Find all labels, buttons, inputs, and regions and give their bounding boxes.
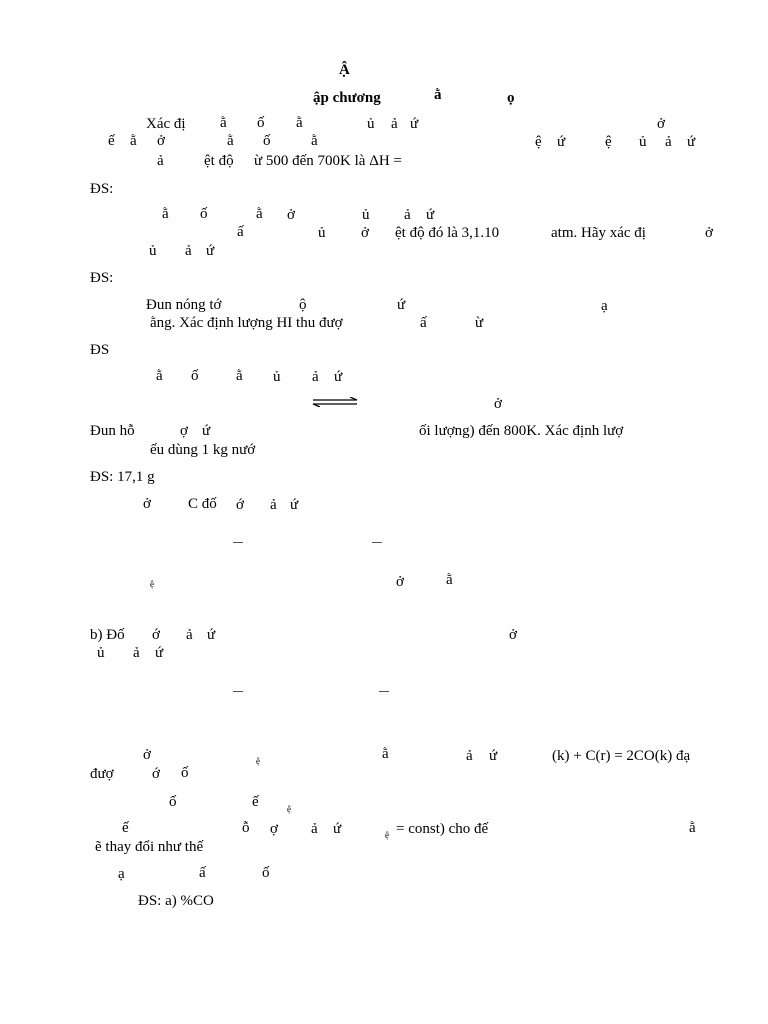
problem-6-text: ả: [186, 627, 193, 643]
problem-2-text: ằ: [162, 206, 169, 222]
problem-5-text: ớ: [236, 497, 244, 513]
problem-7-text: ớ: [152, 766, 160, 782]
problem-1-text: ế: [108, 133, 115, 149]
problem-1-text: ả: [157, 153, 164, 169]
problem-1-text: ệ: [605, 134, 612, 150]
problem-3-text: ạ: [601, 298, 608, 314]
problem-2-text: ả: [185, 243, 192, 259]
problem-4-text: Đun hỗ: [90, 423, 135, 439]
problem-1-text: ứ: [687, 134, 696, 150]
problem-7-text: ạ: [118, 866, 125, 882]
problem-7-text: ẽ thay đổi như thế: [95, 839, 204, 855]
problem-1-text: Xác đị: [146, 116, 186, 132]
chapter-title-fragment: ằ: [434, 87, 442, 103]
problem-7-text: ợ: [270, 821, 278, 837]
problem-3-text: ứ: [397, 297, 406, 313]
problem-7-subscript: ệ: [385, 830, 389, 840]
problem-5-text: ằ: [446, 572, 453, 588]
problem-7-text: = const) cho đế: [396, 821, 489, 837]
problem-1-text: ở: [157, 133, 165, 149]
problem-6-text: ả: [133, 645, 140, 661]
problem-1-text: ằ: [220, 115, 227, 131]
problem-4-text: ối lượng) đến 800K. Xác định lượ: [419, 423, 624, 439]
problem-4-text: ủ: [273, 369, 281, 385]
problem-7-text: ả: [466, 748, 473, 764]
problem-6-text: ở: [509, 627, 517, 643]
problem-1-text: ằ: [130, 133, 137, 149]
problem-5-subscript: ệ: [150, 579, 154, 589]
problem-4-text: ở: [494, 396, 502, 412]
problem-6-text: ứ: [207, 627, 216, 643]
problem-1-text: ả: [665, 134, 672, 150]
problem-6-text: ớ: [152, 627, 160, 643]
problem-1-text: ệt độ: [204, 153, 234, 169]
problem-7-text: ố: [181, 765, 189, 781]
problem-1-text: ứ: [410, 116, 419, 132]
problem-3-text: ằng. Xác định lượng HI thu đượ: [150, 315, 343, 331]
problem-2-text: ở: [287, 207, 295, 223]
problem-5-text: ở: [143, 496, 151, 512]
problem-4-text: ứ: [202, 423, 211, 439]
problem-7-text: ứ: [489, 748, 498, 764]
problem-4-text: ếu dùng 1 kg nướ: [150, 442, 256, 458]
answer-label: ĐS:: [90, 181, 114, 197]
problem-2-text: ằ: [256, 206, 263, 222]
problem-1-text: ố: [257, 115, 265, 131]
problem-2-text: ả: [404, 207, 411, 223]
fraction-bar: [233, 691, 243, 692]
problem-1-text: ằ: [311, 133, 318, 149]
problem-5-text: ả: [270, 497, 277, 513]
problem-4-text: ố: [191, 368, 199, 384]
problem-2-text: atm. Hãy xác đị: [551, 225, 646, 241]
problem-4-text: ằ: [156, 368, 163, 384]
problem-1-text: ằ: [227, 133, 234, 149]
problem-5-text: ở: [396, 574, 404, 590]
problem-1-text: ằ: [296, 115, 303, 131]
problem-2-text: ủ: [318, 225, 326, 241]
problem-7-text: ằ: [382, 746, 389, 762]
problem-2-text: ệt độ đó là 3,1.10: [395, 225, 500, 241]
problem-7-subscript: ệ: [256, 756, 260, 766]
problem-4-text: ả: [312, 369, 319, 385]
chapter-title-fragment: ọ: [507, 90, 515, 106]
fraction-bar: [233, 542, 243, 543]
page-heading: Ậ: [339, 62, 350, 78]
problem-7-text: ỗ: [242, 820, 250, 836]
problem-4-text: ứ: [334, 369, 343, 385]
problem-1-text: ủ: [639, 134, 647, 150]
problem-1-text: ủ: [367, 116, 375, 132]
problem-7-text: ằ: [689, 820, 696, 836]
problem-7-text: ứ: [333, 821, 342, 837]
problem-4-text: ợ: [180, 423, 188, 439]
problem-2-text: ứ: [206, 243, 215, 259]
problem-7-text: ấ: [199, 865, 206, 881]
problem-2-text: ố: [200, 206, 208, 222]
problem-2-text: ấ: [237, 224, 244, 240]
problem-7-text: ế: [122, 820, 129, 836]
problem-7-text: (k) + C(r) = 2CO(k) đạ: [552, 748, 691, 764]
problem-6-text: b) Đố: [90, 627, 125, 643]
answer-text: ĐS: a) %CO: [138, 893, 214, 909]
problem-2-text: ứ: [426, 207, 435, 223]
problem-7-text: ả: [311, 821, 318, 837]
fraction-bar: [379, 691, 389, 692]
problem-3-text: Đun nóng tớ: [146, 297, 222, 313]
problem-5-text: ứ: [290, 497, 299, 513]
problem-7-text: ố: [262, 865, 270, 881]
problem-1-text: ả: [391, 116, 398, 132]
problem-5-text: C đố: [188, 496, 217, 512]
problem-7-text: ở: [143, 747, 151, 763]
problem-2-text: ở: [705, 225, 713, 241]
problem-7-subscript: ệ: [287, 804, 291, 814]
problem-1-text: ệ: [535, 134, 542, 150]
fraction-bar: [372, 542, 382, 543]
problem-3-text: ấ: [420, 315, 427, 331]
problem-6-text: ủ: [97, 645, 105, 661]
problem-2-text: ủ: [149, 243, 157, 259]
problem-1-text: ứ: [557, 134, 566, 150]
problem-4-text: ằ: [236, 368, 243, 384]
problem-3-text: ừ: [475, 315, 484, 331]
problem-2-text: ở: [361, 225, 369, 241]
equilibrium-arrow-icon: [312, 397, 358, 407]
answer-label: ĐS:: [90, 270, 114, 286]
problem-1-text: ố: [263, 133, 271, 149]
problem-7-text: ố: [169, 794, 177, 810]
problem-7-text: ế: [252, 794, 259, 810]
chapter-title: ập chương: [313, 90, 381, 106]
answer-text: ĐS: 17,1 g: [90, 469, 155, 485]
problem-7-text: đượ: [90, 766, 114, 782]
problem-3-text: ộ: [299, 297, 307, 313]
problem-1-text: ừ 500 đến 700K là ΔH =: [254, 153, 402, 169]
problem-6-text: ứ: [155, 645, 164, 661]
answer-label: ĐS: [90, 342, 110, 358]
problem-1-text: ở: [657, 116, 665, 132]
problem-2-text: ủ: [362, 207, 370, 223]
